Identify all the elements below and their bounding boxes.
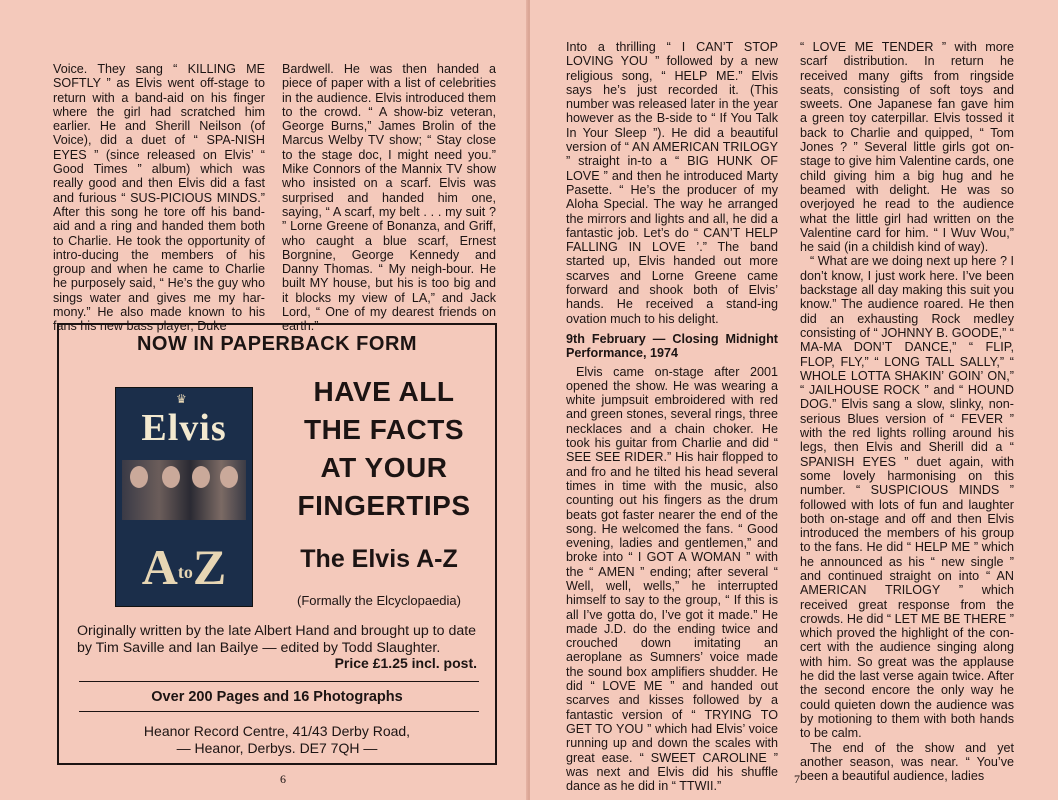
article-text: “ LOVE ME TENDER ” with more scarf distribution. In return he received many gifts from ringside seats, consisting of soft toys and sweets. One Japanese fan gave him a green toy caterpillar. Elvis tossed it back to Charlie and quipped, “ Tom Jones ? ” Several little girls got on-stage to give him Valentine cards, one child giving him a big hug and he beamed with delight. He was so overjoyed he read to the audience what the little girl had written on the Valentine card for him. “ I Wuv Wou,” he said (in a childish kind of way). [800, 40, 1014, 255]
book-title: The Elvis A-Z [300, 545, 458, 573]
advert-headline: NOW IN PAPERBACK FORM [136, 333, 418, 355]
advert-tagline: HAVE ALL THE FACTS AT YOUR FINGERTIPS [297, 376, 471, 521]
book-advert [57, 323, 497, 765]
book-cover-image [115, 387, 253, 607]
divider [79, 711, 479, 712]
article-text: Into a thrilling “ I CAN’T STOP LOVING YOU ” followed by a new religious song, “ HELP ME.” Elvis says he’s just recorded it. (This number was released later in the year however as the B-side to “ If You Talk In Your Sleep ”). He did a beautiful version of “ AN AMERICAN TRILOGY ” straight in-to a “ BIG HUNK OF LOVE ” and then he introduced Marty Pasette. “ He’s the producer of my Aloha Special. The way he arranged the mirrors and lights and all, he did a fantastic job. Let’s do “ CAN’T HELP FALLING IN LOVE ’.” The band started up, Elvis handed out more scarves and Lorne Greene came forward and shook both of Elvis’ hands. He received a stand-ing ovation much to his delight. [566, 40, 778, 326]
right-page [530, 0, 1058, 800]
left-column-1 [53, 62, 265, 334]
crown-icon: ♛ [176, 392, 187, 406]
seller-address: Heanor Record Centre, 41/43 Derby Road, — Heanor, Derbys. DE7 7QH — [143, 723, 411, 756]
left-page [0, 0, 528, 800]
section-heading: 9th February — Closing Midnight Performance, 1974 [566, 331, 778, 361]
book-price: Price £1.25 incl. post. [334, 655, 477, 671]
book-description: Originally written by the late Albert Hand and brought up to date by Tim Saville and Ian Bailye — edited by Todd Slaughter. [77, 623, 477, 656]
article-text: Elvis came on-stage after 2001 opened the show. He was wearing a white jumpsuit embroidered with red and green stones, several rings, three necklaces and a chain choker. He took his guitar from Charlie and did “ SEE SEE RIDER.” His hair flopped to and fro and he tilted his head several times in time with the music, also counting out his fingers as the drum beats got faster nearer the end of the song. He welcomed the fans. “ Good evening, ladies and gentlemen,” and broke into “ I GOT A WOMAN ” with the “ AMEN ” ending; after several “ Well, well, wells,” he interrupted himself to say to the group, “ If this is all I’ve gotta do, I’ve got it made.” He made J.D. do the ending twice and crouched down imitating an aeroplane as Sumners’ voice made the sound box amplifiers shudder. He did “ LOVE ME ” and handed out scarves and kisses followed by a fantastic version of “ TRYING TO GET TO YOU ” which had Elvis’ voice running up and down the scales with great ease. “ SWEET CAROLINE ” was next and Elvis did his shuffle dance as he did in “ TTWII.” [566, 364, 778, 794]
book-subtitle: (Formally the Elcyclopaedia) [296, 593, 461, 608]
article-text: Bardwell. He was then handed a piece of paper with a list of celebrities in the audience. Elvis introduced them to the crowd. “ A show-biz veteran, George Burns,” James Brolin of the Marcus Welby TV show; “ Stay close to the stage doc, I might need you.” Mike Connors of the Mannix TV show who insisted on a scarf. Elvis was surprised and handed him one, saying, “ A scarf, my belt . . . my suit ? ” Lorne Greene of Bonanza, and Griff, who caught a blue scarf, Ernest Borgnine, George Kennedy and Danny Thomas. “ My neigh-bour. He built MY house, but his is too big and it blocks my view of LA,” and Jack Lord, “ One of my dearest friends on earth.” [282, 62, 496, 334]
left-column-2 [282, 62, 496, 334]
book-cover-title: Elvis [141, 407, 227, 449]
book-cover-photos [122, 460, 246, 520]
right-column-1 [566, 40, 778, 793]
article-text: The end of the show and yet another season, was near. “ You’ve been a beautiful audience, ladies [800, 740, 1014, 784]
article-text: Voice. They sang “ KILLING ME SOFTLY ” as Elvis went off-stage to return with a band-aid on his finger where the girl had scratched him earlier. He and Sherill Neilson (of Voice), did a duet of “ SPA-NISH EYES ” (since released on Elvis’ “ Good Times ” album) which was really good and then Elvis did a fast and furious “ SUS-PICIOUS MINDS.” After this song he tore off his band-aid and a ring and handed them both to Charlie. He took the opportunity of intro-ducing the members of his group and when he came to Charlie he purposely said, “ He’s the guy who sings water and gives me my har-mony.” He also made known to his fans his new bass player, Duke [53, 62, 265, 334]
book-cover-az: AtoZ [141, 539, 227, 595]
page-number: 7 [794, 772, 800, 786]
article-text: “ What are we doing next up here ? I don’t know, I just work here. I’ve been backstage all day making this suit you know.” The audience roared. He then did an exhausting Rock medley consisting of “ JOHNNY B. GOODE,” “ MA-MA DON’T DANCE,” “ FLIP, FLOP, FLY,” “ LONG TALL SALLY,” “ WHOLE LOTTA SHAKIN’ GOIN’ ON,” “ JAILHOUSE ROCK ” and “ HOUND DOG.” Elvis sang a slow, slinky, non-serious Blues version of “ FEVER ” with the red lights rolling around his legs, then Elvis and Sherill did a “ SPANISH EYES ” duet again, with some lovely harmonising on this number. “ SUSPICIOUS MINDS ” followed with lots of fun and laughter both on-stage and off and then Elvis introduced the members of his group to the fans. He did “ HELP ME ” which he announced as his “ new single ” and continued straight on into “ AN AMERICAN TRILOGY ” which received great response from the crowds. He did “ LET ME BE THERE ” which proved the highlight of the con-cert with the audience singing along with him. So great was the applause he did the last verse again twice. After the second encore the only way he could quieten down the audience was by motioning to them with both hands to be calm. [800, 254, 1014, 741]
book-pages: Over 200 Pages and 16 Photographs [151, 689, 403, 705]
right-column-2 [800, 40, 1014, 783]
divider [79, 681, 479, 682]
page-number: 6 [280, 772, 286, 786]
